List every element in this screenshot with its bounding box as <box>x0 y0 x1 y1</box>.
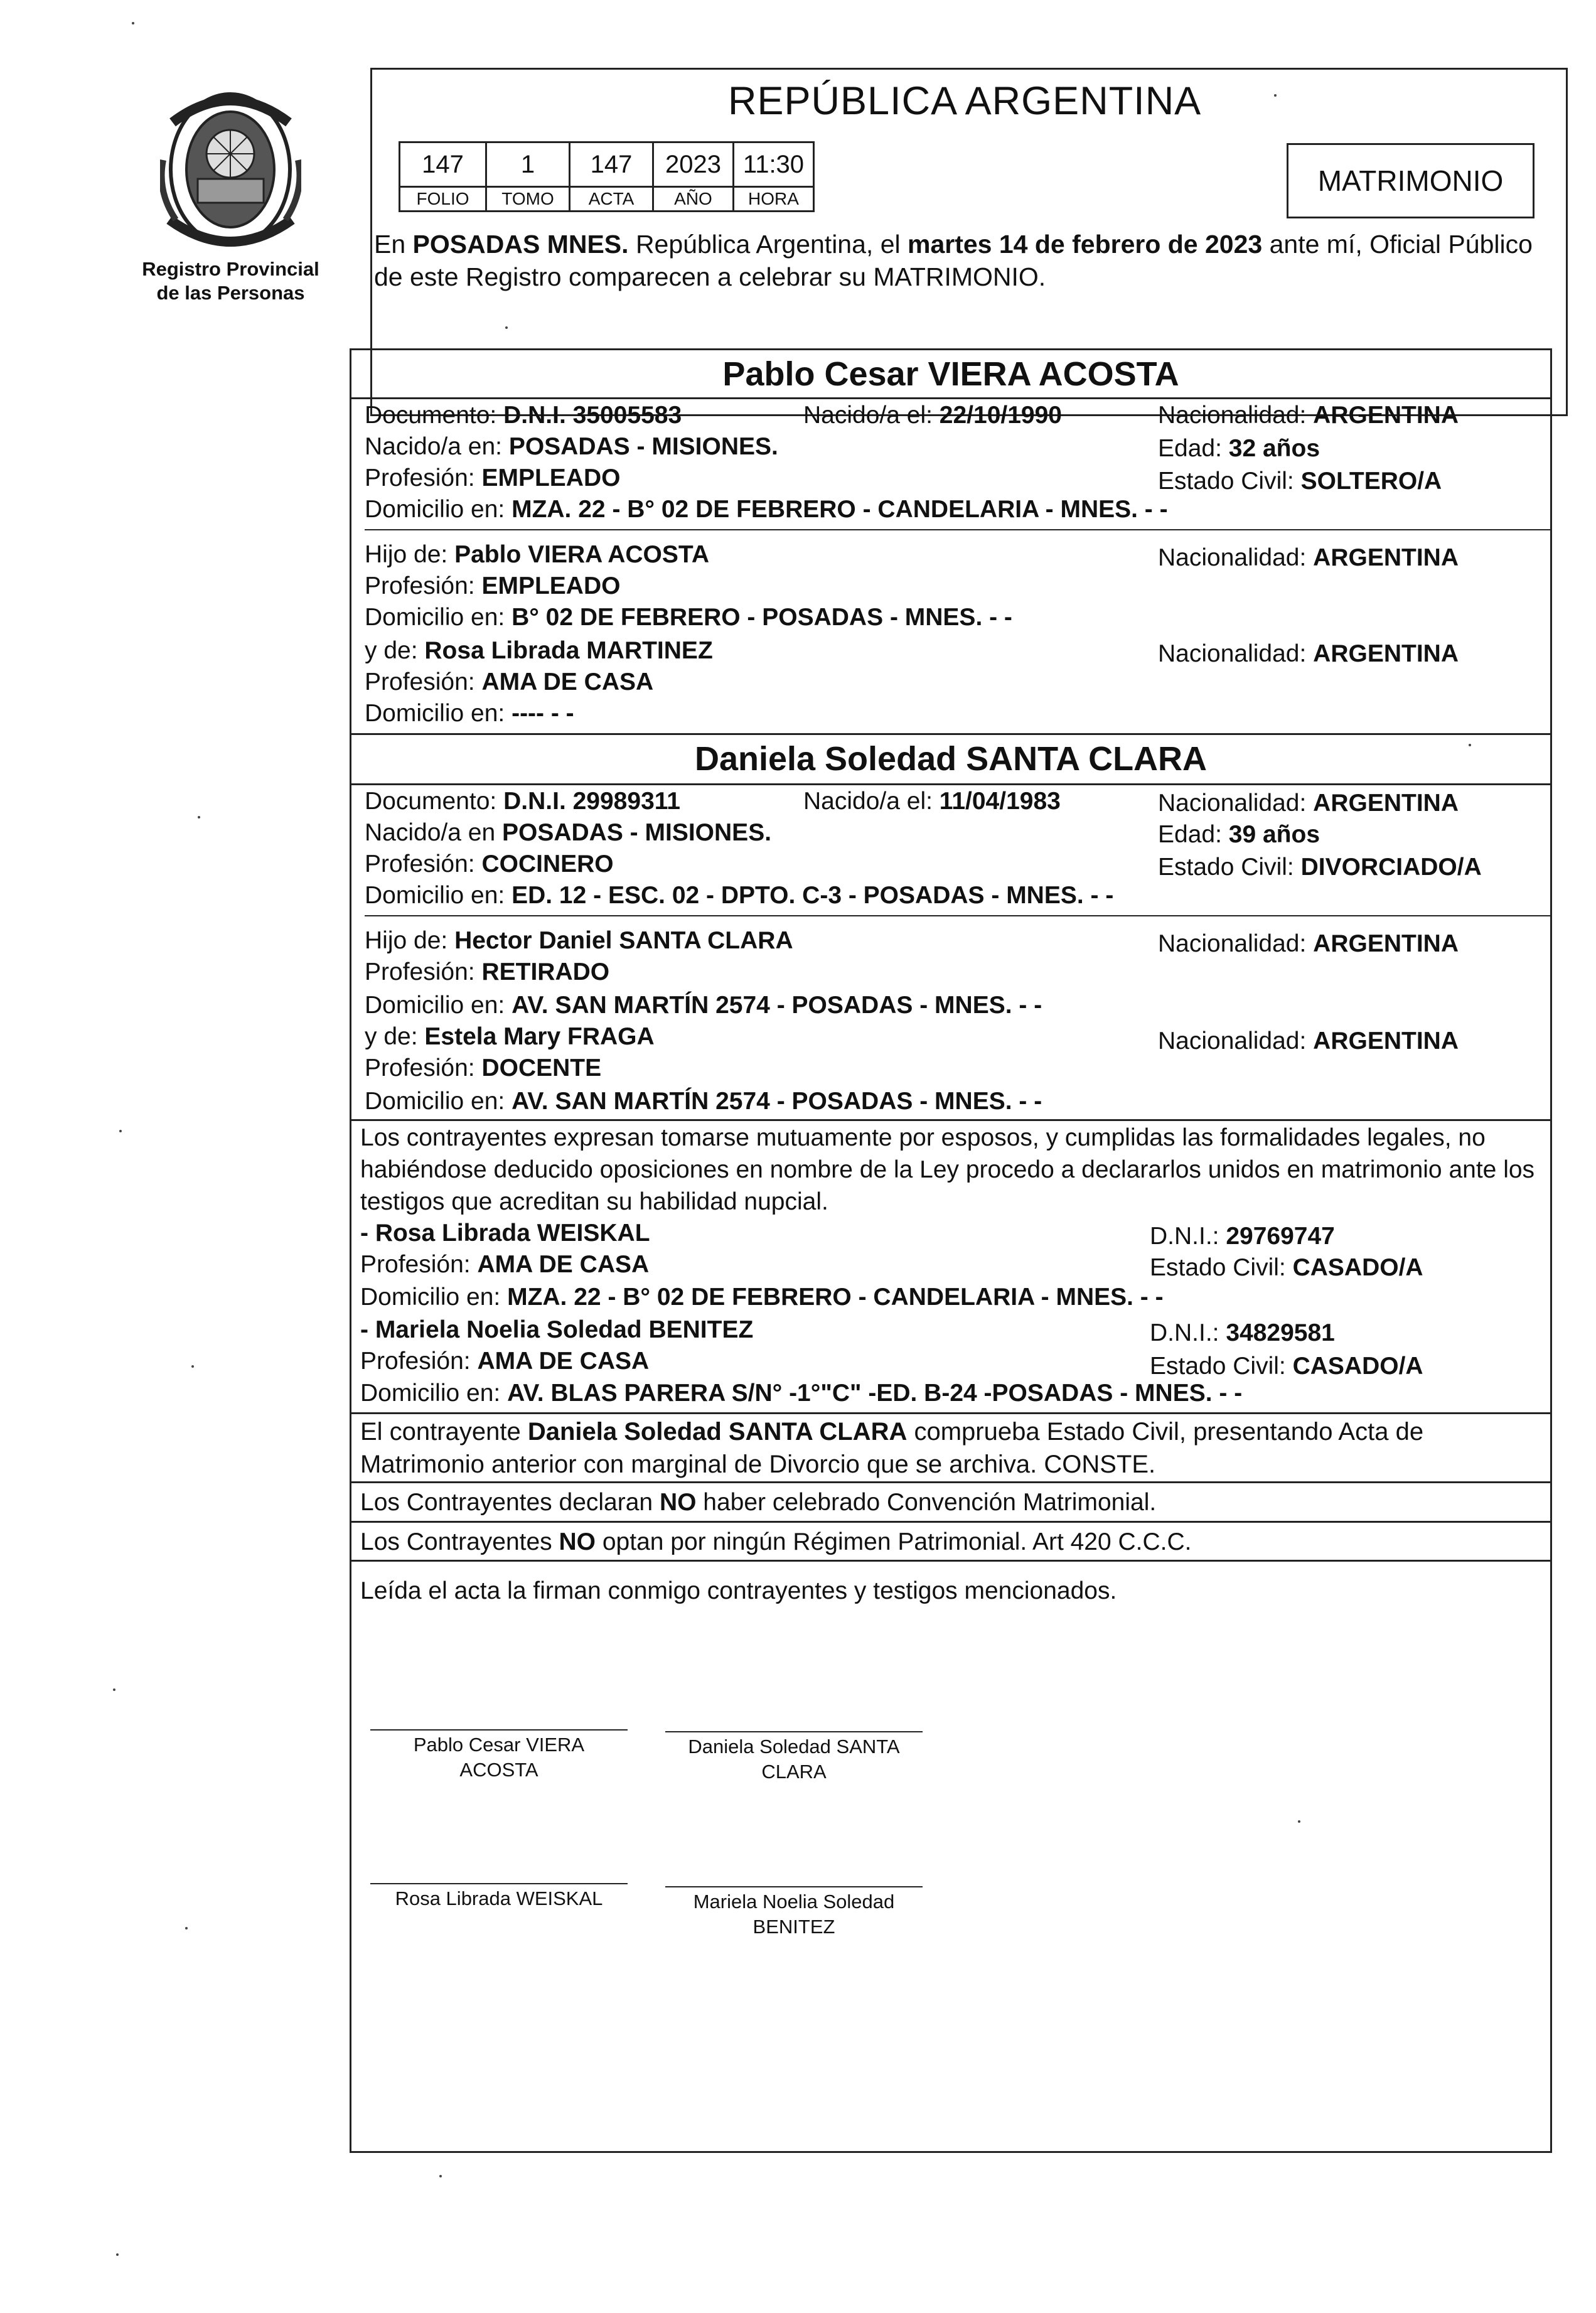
groom-father-profession: Profesión: EMPLEADO <box>365 572 621 599</box>
witness-1-dni: D.N.I.: 29769747 <box>1150 1223 1335 1250</box>
groom-birthdate: Nacido/a el: 22/10/1990 <box>803 402 1062 429</box>
registry-label: Registro Provincial de las Personas <box>142 258 319 304</box>
signature-name-2: Daniela Soledad SANTA CLARA <box>688 1736 900 1783</box>
provincial-seal-logo <box>160 85 301 254</box>
bride-father: Hijo de: Hector Daniel SANTA CLARA <box>365 927 793 954</box>
closing-statement: Leída el acta la firman conmigo contrayentes y testigos mencionados. <box>360 1577 1117 1604</box>
anio-value: 2023 <box>653 142 734 187</box>
groom-father-address: Domicilio en: B° 02 DE FEBRERO - POSADAS - MNES. - - <box>365 604 1012 631</box>
groom-age: Edad: 32 años <box>1158 435 1320 462</box>
bride-mother-profession: Profesión: DOCENTE <box>365 1055 602 1081</box>
bride-birthdate: Nacido/a el: 11/04/1983 <box>803 788 1061 815</box>
bride-age: Edad: 39 años <box>1158 821 1320 848</box>
signature-line-3 <box>370 1883 628 1884</box>
signature-name-1: Pablo Cesar VIERA ACOSTA <box>413 1734 585 1781</box>
witness-2-dni: D.N.I.: 34829581 <box>1150 1319 1335 1346</box>
registration-boxes <box>399 141 815 212</box>
acta-label: ACTA <box>570 187 653 212</box>
groom-father-nationality: Nacionalidad: ARGENTINA <box>1158 544 1459 571</box>
declaration-paragraph: Los contrayentes expresan tomarse mutuamente por esposos, y cumplidas las formalidades legales, no habiéndose deducido oposiciones en nombre de la Ley procedo a declararlos unidos en matrimonio ante los testigos que acreditan su habilidad nupcial. <box>360 1124 1535 1215</box>
anio-label: AÑO <box>653 187 734 212</box>
bride-address: Domicilio en: ED. 12 - ESC. 02 - DPTO. C-3 - POSADAS - MNES. - - <box>365 882 1114 909</box>
groom-mother: y de: Rosa Librada MARTINEZ <box>365 637 713 664</box>
bride-birthplace: Nacido/a en POSADAS - MISIONES. <box>365 819 772 846</box>
groom-mother-nationality: Nacionalidad: ARGENTINA <box>1158 640 1459 667</box>
groom-name-heading: Pablo Cesar VIERA ACOSTA <box>722 355 1179 393</box>
acta-value: 147 <box>570 142 653 187</box>
hora-label: HORA <box>734 187 814 212</box>
folio-value: 147 <box>400 142 486 187</box>
convention-note: Los Contrayentes declaran NO haber celebrado Convención Matrimonial. <box>360 1489 1157 1516</box>
bride-father-address: Domicilio en: AV. SAN MARTÍN 2574 - POSADAS - MNES. - - <box>365 992 1042 1019</box>
signature-line-2 <box>665 1731 923 1732</box>
witness-2-civil-status: Estado Civil: CASADO/A <box>1150 1353 1423 1380</box>
bride-profession: Profesión: COCINERO <box>365 851 614 877</box>
signature-name-4: Mariela Noelia Soledad BENITEZ <box>693 1891 895 1938</box>
bride-document: Documento: D.N.I. 29989311 <box>365 788 680 815</box>
bride-name-heading: Daniela Soledad SANTA CLARA <box>694 740 1208 778</box>
bride-mother-nationality: Nacionalidad: ARGENTINA <box>1158 1028 1459 1055</box>
regime-note: Los Contrayentes NO optan por ningún Régimen Patrimonial. Art 420 C.C.C. <box>360 1528 1192 1555</box>
groom-document: Documento: D.N.I. 35005583 <box>365 402 682 429</box>
bride-nationality: Nacionalidad: ARGENTINA <box>1158 790 1459 817</box>
witness-2-name: - Mariela Noelia Soledad BENITEZ <box>360 1316 754 1343</box>
witness-1-address: Domicilio en: MZA. 22 - B° 02 DE FEBRERO - CANDELARIA - MNES. - - <box>360 1284 1164 1311</box>
civil-status-note: El contrayente Daniela Soledad SANTA CLARA comprueba Estado Civil, presentando Acta de Matrimonio anterior con marginal de Divorcio que se archiva. CONSTE. <box>360 1418 1424 1478</box>
bride-civil-status: Estado Civil: DIVORCIADO/A <box>1158 854 1482 881</box>
witness-1-civil-status: Estado Civil: CASADO/A <box>1150 1254 1423 1281</box>
folio-label: FOLIO <box>400 187 486 212</box>
bride-father-nationality: Nacionalidad: ARGENTINA <box>1158 930 1459 957</box>
hora-value: 11:30 <box>734 142 814 187</box>
witness-2-address: Domicilio en: AV. BLAS PARERA S/N° -1°"C" -ED. B-24 -POSADAS - MNES. - - <box>360 1380 1243 1407</box>
bride-mother-address: Domicilio en: AV. SAN MARTÍN 2574 - POSADAS - MNES. - - <box>365 1088 1042 1115</box>
bride-mother: y de: Estela Mary FRAGA <box>365 1023 655 1050</box>
groom-birthplace: Nacido/a en: POSADAS - MISIONES. <box>365 433 778 460</box>
groom-mother-address: Domicilio en: ---- - - <box>365 700 574 727</box>
groom-profession: Profesión: EMPLEADO <box>365 464 621 491</box>
witness-1-name: - Rosa Librada WEISKAL <box>360 1220 650 1247</box>
witness-1-profession: Profesión: AMA DE CASA <box>360 1251 650 1278</box>
signature-line-1 <box>370 1729 628 1731</box>
signature-line-4 <box>665 1886 923 1887</box>
groom-address: Domicilio en: MZA. 22 - B° 02 DE FEBRERO - CANDELARIA - MNES. - - <box>365 496 1168 523</box>
bride-father-profession: Profesión: RETIRADO <box>365 958 610 985</box>
groom-nationality: Nacionalidad: ARGENTINA <box>1158 402 1459 429</box>
signature-name-3: Rosa Librada WEISKAL <box>395 1887 603 1909</box>
act-type-box: MATRIMONIO <box>1287 143 1534 218</box>
groom-civil-status: Estado Civil: SOLTERO/A <box>1158 468 1442 495</box>
tomo-value: 1 <box>486 142 570 187</box>
groom-father: Hijo de: Pablo VIERA ACOSTA <box>365 541 709 568</box>
intro-paragraph: En POSADAS MNES. República Argentina, el martes 14 de febrero de 2023 ante mí, Oficial Público de este Registro comparecen a celebrar su MATRIMONIO. <box>374 230 1533 291</box>
witness-2-profession: Profesión: AMA DE CASA <box>360 1348 650 1375</box>
tomo-label: TOMO <box>486 187 570 212</box>
document-title: REPÚBLICA ARGENTINA <box>728 79 1202 123</box>
groom-mother-profession: Profesión: AMA DE CASA <box>365 668 654 695</box>
